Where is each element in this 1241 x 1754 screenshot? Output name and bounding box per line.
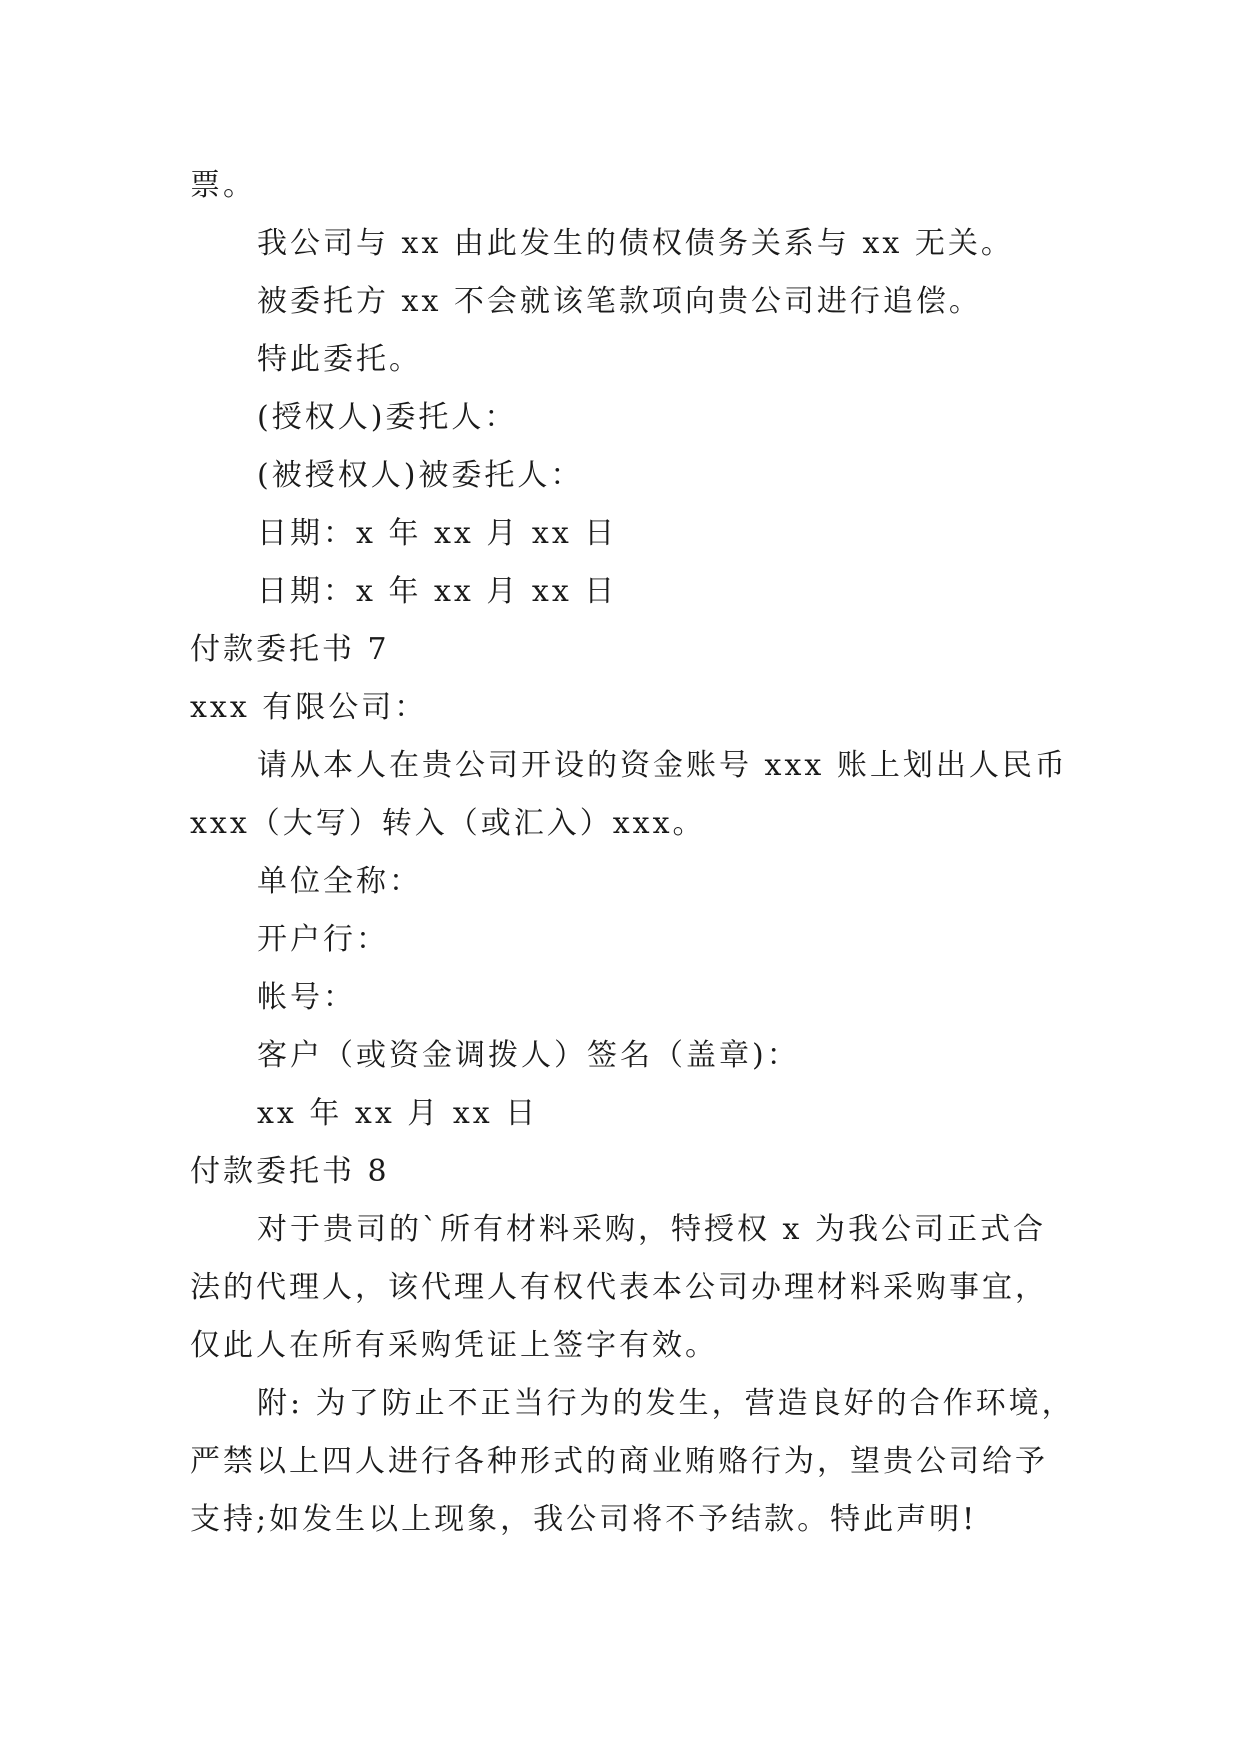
paragraph: 特此委托。 (257, 342, 422, 377)
paragraph: 被委托方 xx 不会就该笔款项向贵公司进行追偿。 (257, 284, 982, 319)
signature-line: (被授权人)被委托人： (257, 458, 584, 493)
section-heading: 付款委托书 7 (190, 632, 390, 667)
paragraph-continuation: 法的代理人，该代理人有权代表本公司办理材料采购事宜， (190, 1270, 1048, 1305)
paragraph-continuation: 仅此人在所有采购凭证上签字有效。 (190, 1328, 718, 1363)
section-heading: 付款委托书 8 (190, 1154, 390, 1189)
paragraph-continuation: 严禁以上四人进行各种形式的商业贿赂行为，望贵公司给予 (190, 1444, 1048, 1479)
paragraph: 我公司与 xx 由此发生的债权债务关系与 xx 无关。 (257, 226, 1014, 261)
salutation: xxx 有限公司： (190, 690, 428, 725)
form-field-label: 单位全称： (257, 864, 422, 899)
date-line: 日期：x 年 xx 月 xx 日 (257, 574, 618, 609)
paragraph: 附: 为了防止不正当行为的发生，营造良好的合作环境， (257, 1386, 1075, 1421)
paragraph: 请从本人在贵公司开设的资金账号 xxx 账上划出人民币 (257, 748, 1068, 783)
paragraph-continuation: 支持;如发生以上现象，我公司将不予结款。特此声明! (190, 1502, 978, 1537)
signature-line: (授权人)委托人： (257, 400, 518, 435)
paragraph: 对于贵司的`所有材料采购，特授权 x 为我公司正式合 (257, 1212, 1046, 1247)
form-field-label: 开户行： (257, 922, 389, 957)
signature-line: 客户（或资金调拨人）签名（盖章)： (257, 1038, 800, 1073)
date-line: xx 年 xx 月 xx 日 (257, 1096, 539, 1131)
form-field-label: 帐号： (257, 980, 356, 1015)
paragraph-continuation: 票。 (190, 168, 256, 203)
date-line: 日期：x 年 xx 月 xx 日 (257, 516, 618, 551)
paragraph-continuation: xxx（大写）转入（或汇入）xxx。 (190, 806, 706, 841)
